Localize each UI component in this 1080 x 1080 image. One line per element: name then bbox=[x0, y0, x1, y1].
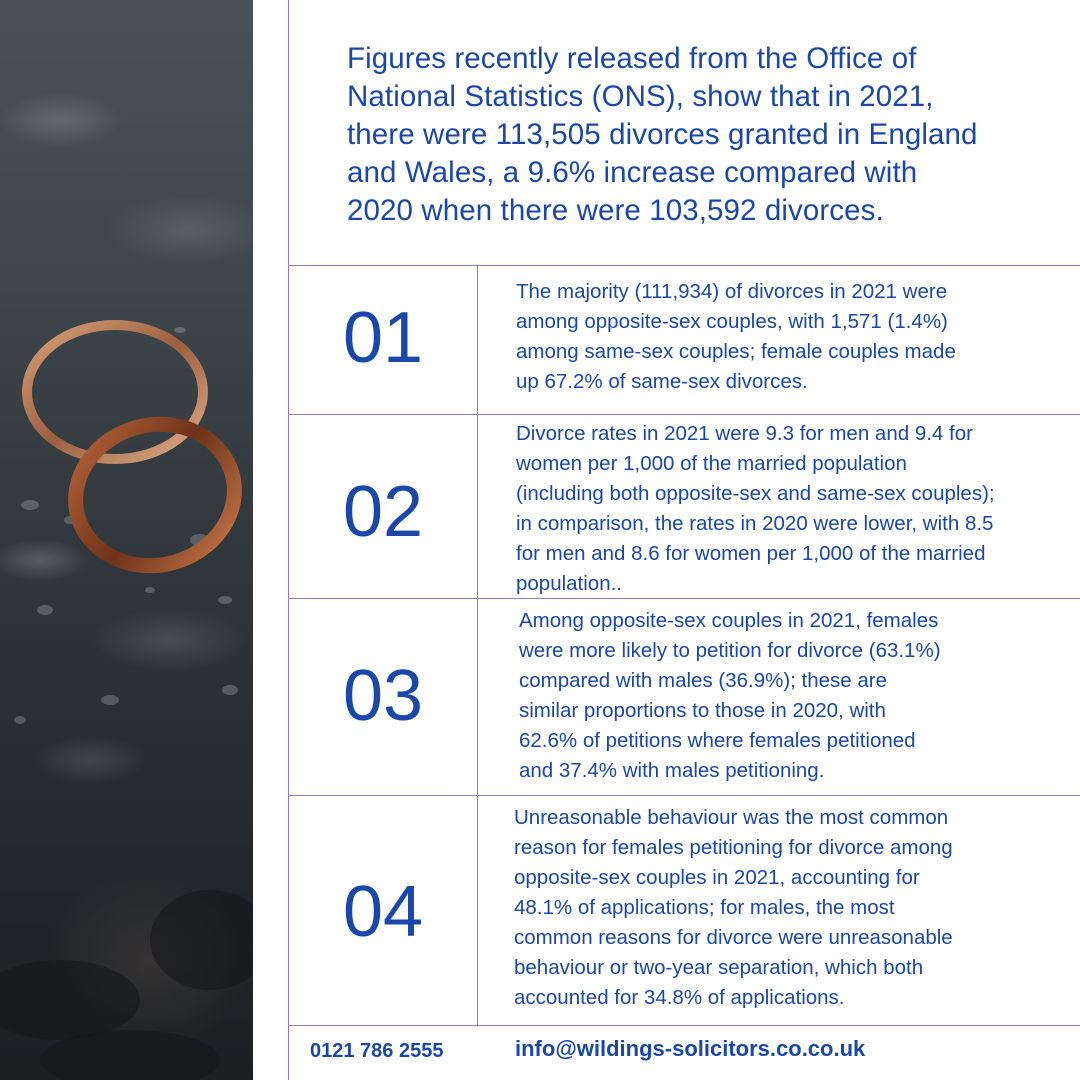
phone-number[interactable]: 0121 786 2555 bbox=[310, 1040, 444, 1062]
item-line: among opposite-sex couples, with 1,571 (1.4%) bbox=[516, 310, 948, 333]
item-line: similar proportions to those in 2020, with bbox=[519, 699, 886, 722]
item-text-01 bbox=[516, 277, 956, 397]
item-line: (including both opposite-sex and same-sex couples); bbox=[516, 482, 995, 505]
item-line: in comparison, the rates in 2020 were lower, with 8.5 bbox=[516, 512, 994, 535]
item-line: opposite-sex couples in 2021, accounting for bbox=[514, 866, 920, 889]
item-text-04 bbox=[514, 803, 953, 1013]
item-line: common reasons for divorce were unreasonable bbox=[514, 926, 953, 949]
row-divider bbox=[289, 265, 1080, 266]
intro-line: there were 113,505 divorces granted in England bbox=[347, 118, 978, 151]
item-number-03: 03 bbox=[342, 656, 424, 736]
row-divider bbox=[289, 795, 1080, 796]
row-divider bbox=[289, 1025, 1080, 1026]
rings-illustration bbox=[0, 0, 253, 1080]
intro-line: Figures recently released from the Office of bbox=[347, 42, 917, 75]
item-line: Divorce rates in 2021 were 9.3 for men and 9.4 for bbox=[516, 422, 973, 445]
item-line: among same-sex couples; female couples made bbox=[516, 340, 956, 363]
intro-line: 2020 when there were 103,592 divorces. bbox=[347, 194, 884, 227]
item-line: 48.1% of applications; for males, the most bbox=[514, 896, 895, 919]
intro-line: National Statistics (ONS), show that in 2021, bbox=[347, 80, 934, 113]
item-line: population.. bbox=[516, 572, 623, 595]
item-line: Among opposite-sex couples in 2021, females bbox=[519, 609, 939, 632]
item-line: were more likely to petition for divorce (63.1%) bbox=[519, 639, 941, 662]
column-divider bbox=[477, 265, 478, 1025]
row-divider bbox=[289, 414, 1080, 415]
item-line: reason for females petitioning for divorce among bbox=[514, 836, 953, 859]
intro-paragraph bbox=[347, 40, 1047, 230]
item-line: up 67.2% of same-sex divorces. bbox=[516, 370, 808, 393]
item-line: women per 1,000 of the married population bbox=[516, 452, 907, 475]
item-line: Unreasonable behaviour was the most common bbox=[514, 806, 949, 829]
item-line: compared with males (36.9%); these are bbox=[519, 669, 888, 692]
item-text-02 bbox=[516, 419, 995, 599]
wedding-rings-photo bbox=[0, 0, 253, 1080]
item-line: 62.6% of petitions where females petitioned bbox=[519, 729, 916, 752]
item-number-01: 01 bbox=[342, 298, 424, 378]
item-line: The majority (111,934) of divorces in 2021 were bbox=[516, 280, 948, 303]
item-number-04: 04 bbox=[342, 872, 424, 952]
item-line: behaviour or two-year separation, which both bbox=[514, 956, 924, 979]
intro-line: and Wales, a 9.6% increase compared with bbox=[347, 156, 918, 189]
item-text-03 bbox=[519, 606, 941, 786]
item-number-02: 02 bbox=[342, 472, 424, 552]
email-link[interactable]: info@wildings-solicitors.co.co.uk bbox=[515, 1036, 866, 1061]
item-line: and 37.4% with males petitioning. bbox=[519, 759, 825, 782]
item-line: for men and 8.6 for women per 1,000 of the married bbox=[516, 542, 986, 565]
item-line: accounted for 34.8% of applications. bbox=[514, 986, 845, 1009]
